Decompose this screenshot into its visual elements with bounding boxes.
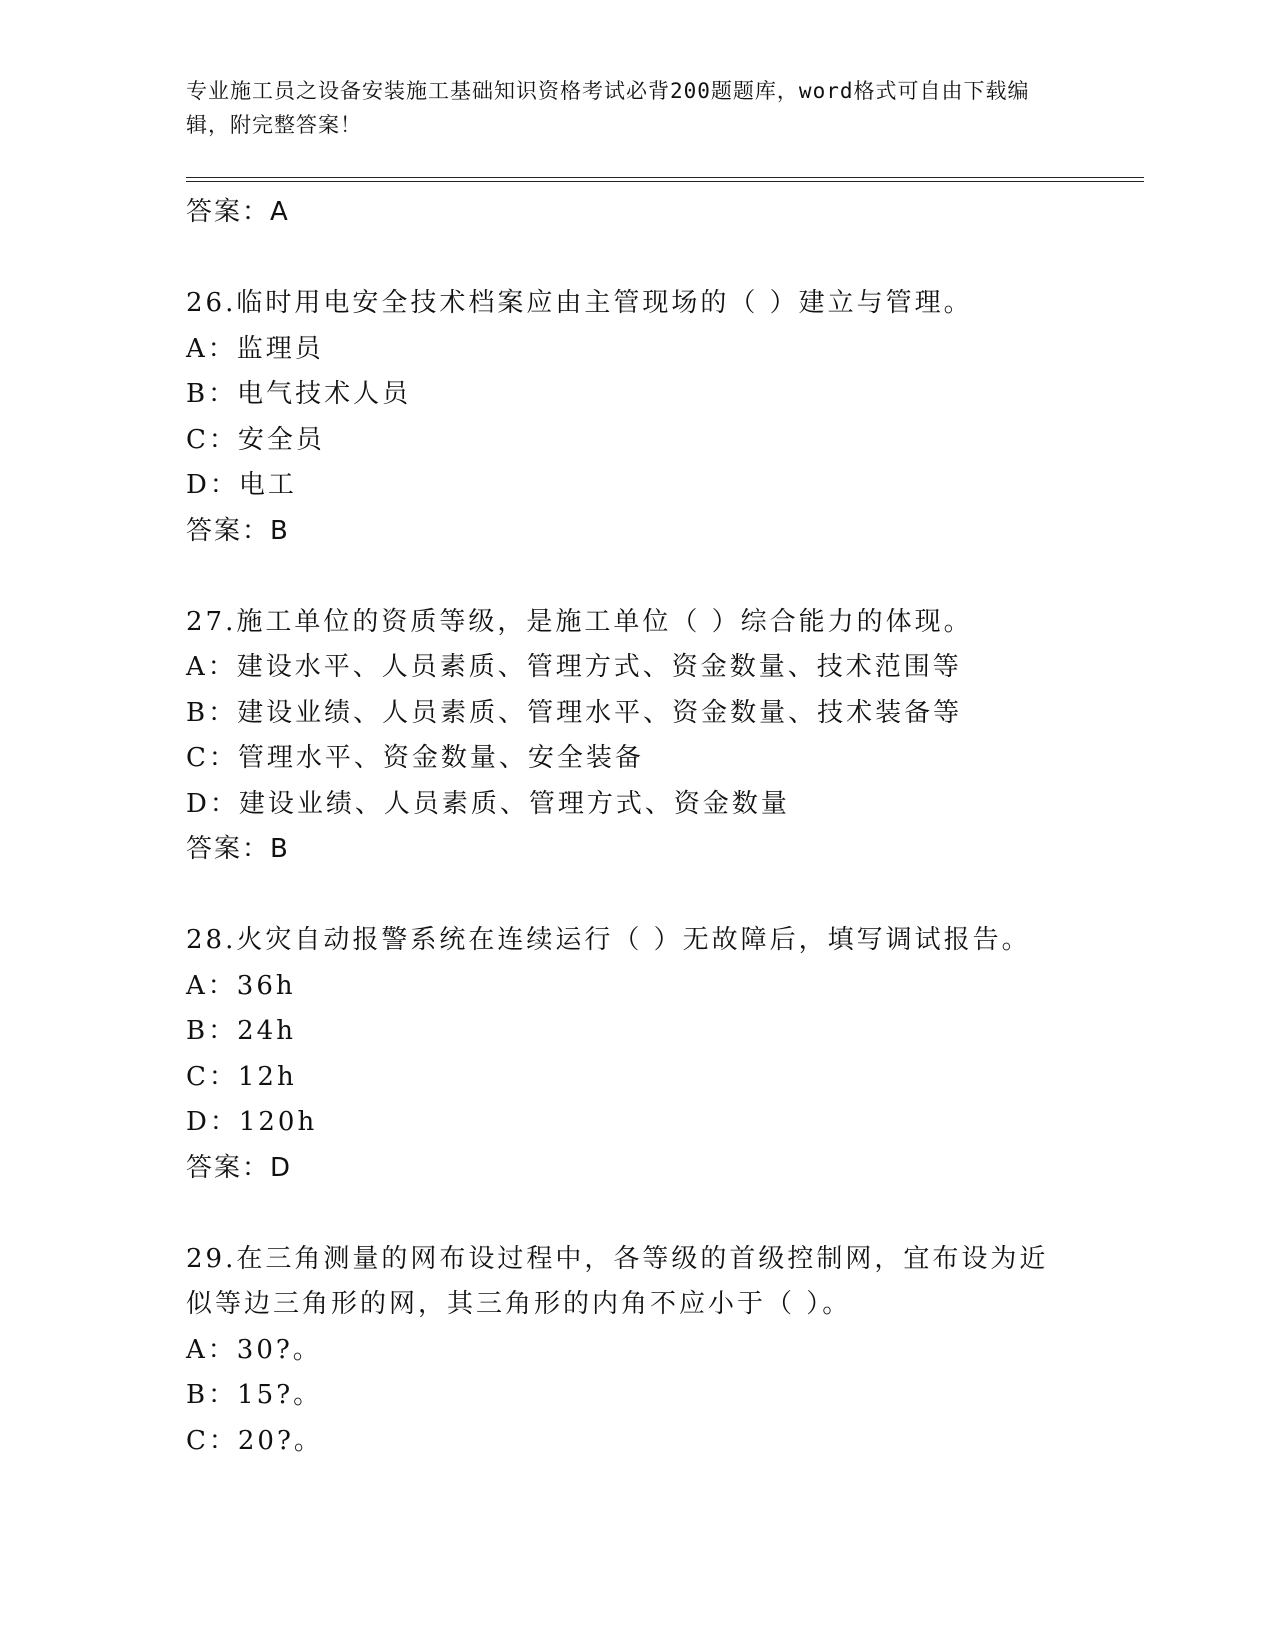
document-header: 专业施工员之设备安装施工基础知识资格考试必背200题题库，word格式可自由下载编辑，附完整答案！ [186, 79, 1030, 137]
question-block [186, 918, 1086, 1191]
question-stem: 29.在三角测量的网布设过程中，各等级的首级控制网，宜布设为近似等边三角形的网，其三角形的内角不应小于（ ）。 [186, 1243, 1049, 1319]
question-stem: 28.火灾自动报警系统在连续运行（ ）无故障后，填写调试报告。 [186, 925, 1031, 955]
option-a: A：30?。 [186, 1334, 322, 1365]
question-block [186, 281, 1086, 554]
question-block [186, 1237, 1086, 1465]
option-b: B：建设业绩、人员素质、管理水平、资金数量、技术装备等 [186, 697, 963, 728]
header-divider-top [186, 177, 1144, 178]
option-d: D：120h [186, 1107, 318, 1137]
question-stem: 27.施工单位的资质等级，是施工单位（ ）综合能力的体现。 [186, 606, 973, 637]
header-divider-bottom [186, 181, 1144, 182]
option-c: C：管理水平、资金数量、安全装备 [186, 743, 644, 773]
answer-line: 答案：A [186, 197, 290, 227]
answer-line: 答案：D [186, 1152, 293, 1183]
question-block [186, 600, 1086, 873]
answer-line: 答案：B [186, 515, 290, 546]
option-c: C：20?。 [186, 1425, 323, 1456]
answer-line: 答案：B [186, 834, 290, 864]
option-c: C：安全员 [186, 424, 325, 455]
option-a: A：建设水平、人员素质、管理方式、资金数量、技术范围等 [186, 652, 962, 682]
option-b: B：电气技术人员 [186, 379, 412, 409]
question-stem: 26.临时用电安全技术档案应由主管现场的（ ）建立与管理。 [186, 288, 973, 318]
option-d: D：电工 [186, 470, 297, 500]
option-b: B：15?。 [186, 1380, 323, 1410]
option-a: A：监理员 [186, 333, 324, 364]
question-list [186, 190, 1086, 1464]
option-a: A：36h [186, 970, 296, 1001]
option-d: D：建设业绩、人员素质、管理方式、资金数量 [186, 788, 790, 819]
option-c: C：12h [186, 1061, 297, 1092]
option-b: B：24h [186, 1016, 296, 1046]
